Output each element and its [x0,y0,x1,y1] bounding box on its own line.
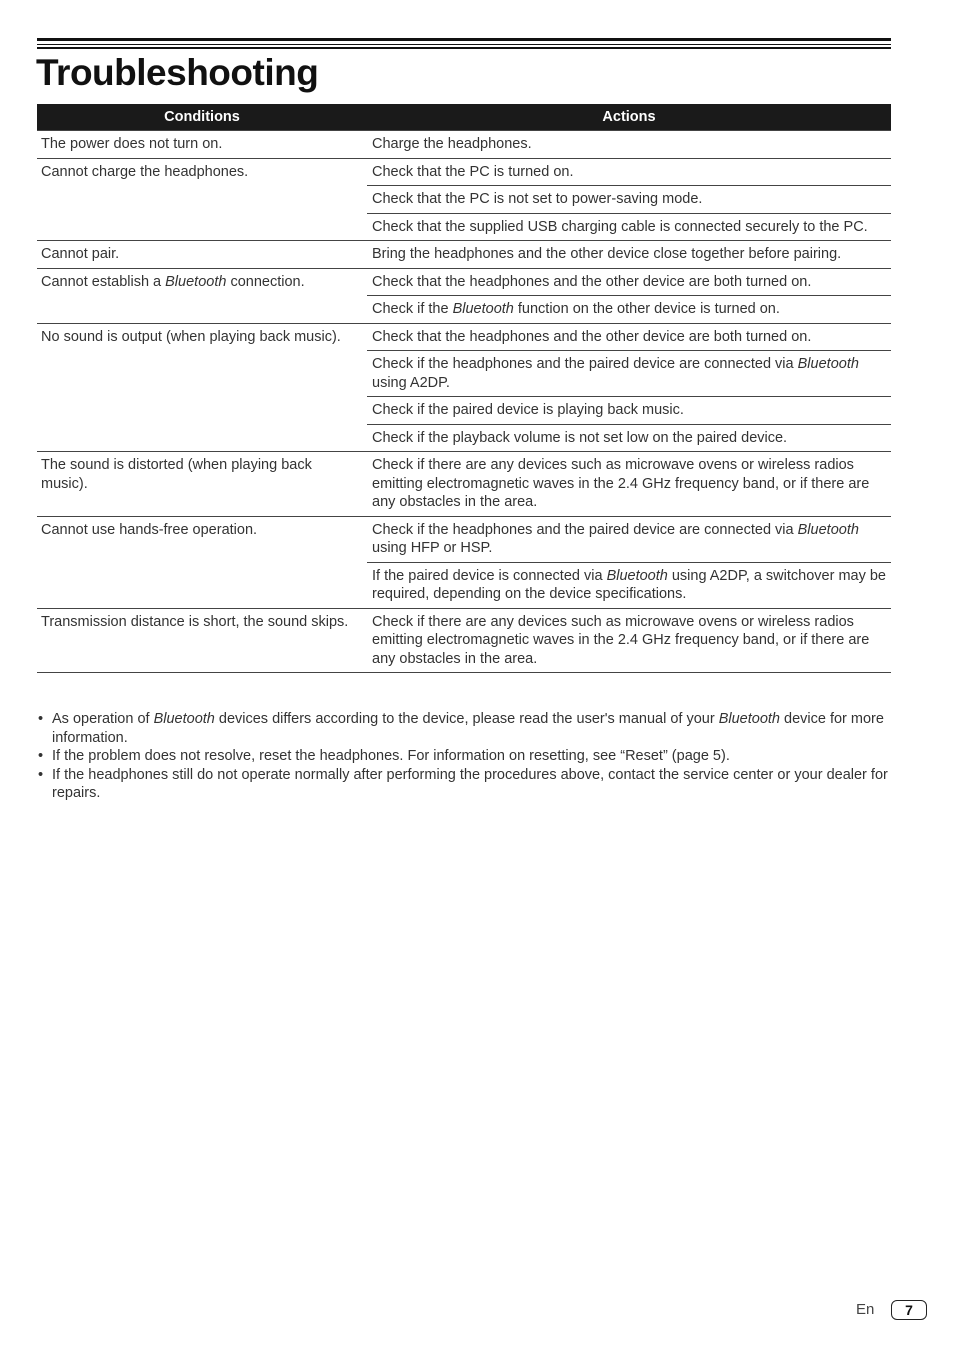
condition-cell: Transmission distance is short, the sound skips. [37,608,367,673]
action-cell [367,268,891,296]
table-body [37,131,891,673]
table-row [37,241,891,269]
table-row [37,516,891,562]
text-fragment: If the problem does not resolve, reset the headphones. For information on resetting, see “Reset” (page 5). [52,748,730,764]
text-fragment: using A2DP. [372,374,450,391]
bullet-icon: • [38,748,44,764]
note-item [37,747,893,766]
italic-term: Bluetooth [606,567,668,584]
condition-cell [37,268,367,323]
text-fragment: Check if the [372,301,453,317]
action-cell: Check that the supplied USB charging cable is connected securely to the PC. [367,213,891,241]
page-title: Troubleshooting [36,52,319,93]
condition-cell: Cannot pair. [37,241,367,269]
action-cell: Check if there are any devices such as microwave ovens or wireless radios emitting electromagnetic waves in the 2.4 GHz frequency band, or if there are any obstacles in the area. [367,452,891,517]
text-fragment: Check if the playback volume is not set low on the paired device. [372,429,788,446]
note-item [37,710,893,747]
condition-cell: No sound is output (when playing back music). [37,323,367,452]
page-number: 7 [891,1300,927,1320]
table-row [37,452,891,517]
table-row [37,131,891,159]
table-row [37,323,891,351]
text-fragment: using A2DP, a switchover may be required, depending on the device specifications. [372,567,886,602]
action-cell [367,424,891,452]
action-cell [367,323,891,351]
text-fragment: If the paired device is connected via [372,567,607,584]
table-row [37,268,891,296]
action-cell [367,351,891,397]
condition-cell: Cannot charge the headphones. [37,158,367,241]
condition-cell: The power does not turn on. [37,131,367,159]
italic-term: Bluetooth [718,711,780,727]
action-cell: Check that the PC is not set to power-saving mode. [367,186,891,214]
text-fragment: Check if the paired device is playing back music. [372,402,684,418]
bullet-icon: • [38,766,44,783]
table-header-row [37,104,891,131]
text-fragment: If the headphones still do not operate normally after performing the procedures above, contact the service center or your dealer for repairs. [52,766,888,801]
italic-term: Bluetooth [452,301,514,317]
action-cell [367,562,891,608]
text-fragment: Check that the headphones and the other device are both turned on. [372,328,812,345]
text-fragment: Check if the headphones and the paired device are connected via [372,356,798,372]
action-cell: Charge the headphones. [367,131,891,159]
text-fragment: Cannot establish a [41,273,166,290]
table-row [37,158,891,186]
italic-term: Bluetooth [165,273,227,290]
italic-term: Bluetooth [797,521,859,538]
text-fragment: As operation of [52,711,154,727]
troubleshooting-table [37,104,891,673]
header-double-rule [37,38,891,49]
action-cell: Check if there are any devices such as microwave ovens or wireless radios emitting electromagnetic waves in the 2.4 GHz frequency band, or if there are any obstacles in the area. [367,608,891,673]
condition-cell: Cannot use hands-free operation. [37,516,367,608]
text-fragment: function on the other device is turned on. [513,301,780,317]
bullet-icon: • [38,711,44,727]
text-fragment: Check that the headphones and the other device are both turned on. [372,273,812,290]
action-cell: Check that the PC is turned on. [367,158,891,186]
text-fragment: Check if the headphones and the paired device are connected via [372,521,798,538]
notes-list [37,710,893,803]
action-cell [367,397,891,425]
conditions-header: Conditions [37,104,367,131]
table-row [37,608,891,673]
action-cell: Bring the headphones and the other device close together before pairing. [367,241,891,269]
text-fragment: connection. [226,273,305,290]
text-fragment: using HFP or HSP. [372,540,493,556]
condition-cell: The sound is distorted (when playing back music). [37,452,367,517]
text-fragment: devices differs according to the device, please read the user's manual of your [214,711,719,727]
actions-header: Actions [367,104,891,131]
action-cell [367,516,891,562]
italic-term: Bluetooth [797,356,859,372]
note-item [37,766,893,803]
italic-term: Bluetooth [153,711,215,727]
language-label: En [856,1301,875,1318]
action-cell [367,296,891,324]
text-fragment: device for more information. [52,711,884,746]
